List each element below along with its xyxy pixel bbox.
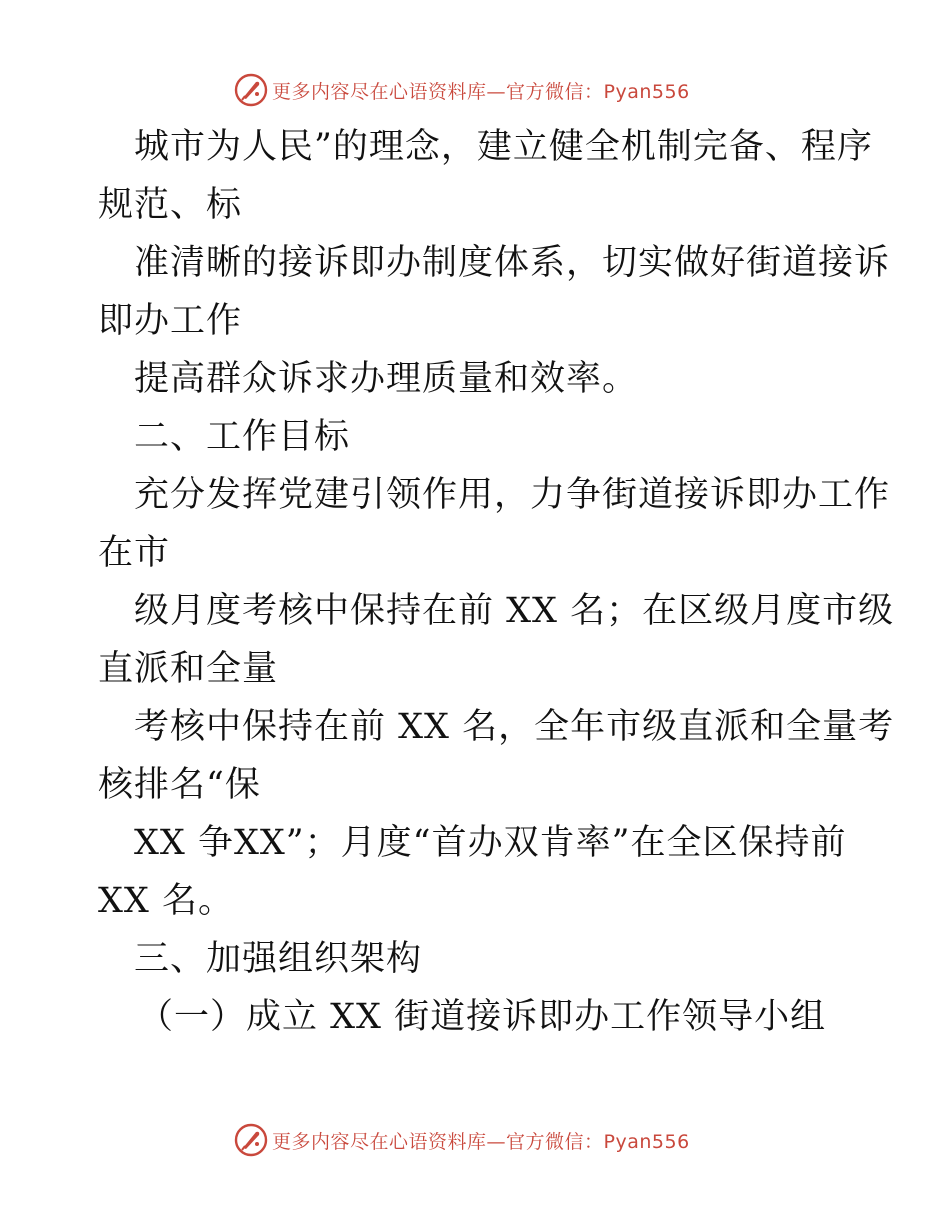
text-line: 提高群众诉求办理质量和效率。 (134, 359, 639, 399)
separator-dash: — (486, 80, 507, 103)
text-line: XX 名。 (98, 881, 234, 921)
header-watermark-banner (234, 72, 690, 108)
site-name-text: 更多内容尽在心语资料库 (272, 80, 487, 103)
site-name-text: 更多内容尽在心语资料库 (272, 1130, 487, 1153)
text-line: 考核中保持在前 XX 名，全年市级直派和全量考 (134, 707, 895, 747)
separator-dash: — (486, 1130, 507, 1153)
section-heading: 三、加强组织架构 (134, 939, 423, 979)
subsection-heading: （一）成立 XX 街道接诉即办工作领导小组 (138, 997, 827, 1037)
text-line: 规范、标 (98, 185, 243, 225)
quill-pen-logo-icon (234, 1123, 268, 1157)
watermark-text (272, 1127, 690, 1154)
wechat-id-text: 官方微信：Pyan556 (506, 1130, 690, 1153)
wechat-id-text: 官方微信：Pyan556 (506, 80, 690, 103)
footer-watermark-banner (234, 1122, 690, 1158)
text-line: 在市 (98, 533, 171, 573)
watermark-text (272, 77, 690, 104)
text-line: 级月度考核中保持在前 XX 名；在区级月度市级 (134, 591, 895, 631)
text-line: 准清晰的接诉即办制度体系，切实做好街道接诉 (134, 243, 891, 283)
section-heading: 二、工作目标 (134, 417, 351, 457)
text-line: 核排名“保 (98, 765, 261, 805)
text-line: XX 争XX”；月度“首办双肯率”在全区保持前 (134, 823, 847, 863)
text-line: 充分发挥党建引领作用，力争街道接诉即办工作 (134, 475, 891, 515)
quill-pen-logo-icon (234, 73, 268, 107)
text-line: 城市为人民”的理念，建立健全机制完备、程序 (134, 127, 873, 167)
document-body (98, 118, 895, 1046)
text-line: 即办工作 (98, 301, 243, 341)
text-line: 直派和全量 (98, 649, 279, 689)
